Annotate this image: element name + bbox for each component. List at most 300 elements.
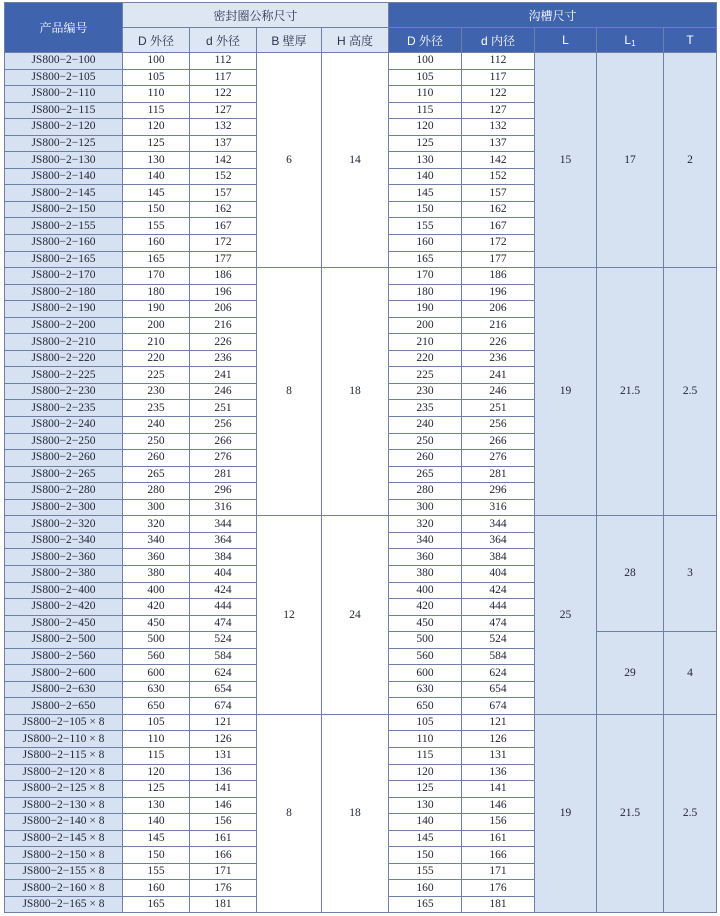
cell-seal-outer-d: 105: [123, 69, 190, 86]
header-seal-wall-b: B 壁厚: [257, 28, 322, 53]
cell-seal-outer-d: 105: [123, 714, 190, 731]
cell-groove-inner-d: 156: [462, 814, 535, 831]
cell-seal-outer-d: 265: [123, 466, 190, 483]
cell-seal-outer-d: 115: [123, 747, 190, 764]
cell-seal-outer-d: 500: [123, 632, 190, 649]
cell-groove-inner-d: 404: [462, 565, 535, 582]
cell-groove-inner-d: 281: [462, 466, 535, 483]
cell-groove-t: 4: [664, 632, 717, 715]
cell-seal-outer-d: 360: [123, 549, 190, 566]
cell-groove-inner-d: 122: [462, 86, 535, 103]
header-groove-dimensions: 沟槽尺寸: [389, 3, 717, 28]
cell-seal-height-h: 18: [322, 268, 389, 516]
cell-groove-inner-d: 474: [462, 615, 535, 632]
cell-groove-inner-d: 256: [462, 417, 535, 434]
cell-groove-inner-d: 624: [462, 665, 535, 682]
cell-groove-inner-d: 296: [462, 483, 535, 500]
cell-groove-inner-d: 344: [462, 516, 535, 533]
cell-groove-outer-d: 130: [389, 152, 462, 169]
cell-product-code: JS800−2−420: [5, 599, 123, 616]
cell-product-code: JS800−2−145: [5, 185, 123, 202]
cell-groove-t: 3: [664, 516, 717, 632]
cell-groove-inner-d: 157: [462, 185, 535, 202]
cell-product-code: JS800−2−130: [5, 152, 123, 169]
cell-groove-inner-d: 166: [462, 847, 535, 864]
cell-groove-outer-d: 240: [389, 417, 462, 434]
cell-groove-outer-d: 150: [389, 847, 462, 864]
cell-seal-outer-d: 260: [123, 450, 190, 467]
header-groove-l1-main: L: [624, 32, 632, 47]
cell-groove-inner-d: 216: [462, 317, 535, 334]
cell-seal-inner-d: 176: [190, 880, 257, 897]
cell-groove-inner-d: 161: [462, 830, 535, 847]
cell-product-code: JS800−2−110: [5, 86, 123, 103]
cell-product-code: JS800−2−280: [5, 483, 123, 500]
cell-seal-height-h: 18: [322, 714, 389, 913]
header-groove-outer-d: D 外径: [389, 28, 462, 53]
cell-seal-inner-d: 121: [190, 714, 257, 731]
cell-groove-outer-d: 105: [389, 714, 462, 731]
cell-product-code: JS800−2−300: [5, 499, 123, 516]
cell-seal-outer-d: 235: [123, 400, 190, 417]
cell-groove-outer-d: 140: [389, 814, 462, 831]
table-header: [5, 3, 717, 53]
cell-groove-l1: 21.5: [597, 268, 664, 516]
cell-groove-outer-d: 105: [389, 69, 462, 86]
cell-groove-inner-d: 251: [462, 400, 535, 417]
cell-product-code: JS800−2−650: [5, 698, 123, 715]
cell-seal-inner-d: 166: [190, 847, 257, 864]
cell-groove-outer-d: 380: [389, 565, 462, 582]
cell-seal-inner-d: 152: [190, 168, 257, 185]
cell-groove-outer-d: 235: [389, 400, 462, 417]
cell-groove-inner-d: 112: [462, 53, 535, 70]
cell-seal-outer-d: 145: [123, 185, 190, 202]
cell-product-code: JS800−2−115: [5, 102, 123, 119]
cell-groove-inner-d: 141: [462, 781, 535, 798]
cell-product-code: JS800−2−260: [5, 450, 123, 467]
cell-groove-outer-d: 160: [389, 235, 462, 252]
cell-seal-outer-d: 115: [123, 102, 190, 119]
cell-groove-outer-d: 100: [389, 53, 462, 70]
cell-product-code: JS800−2−165 × 8: [5, 896, 123, 913]
cell-seal-inner-d: 241: [190, 367, 257, 384]
cell-groove-inner-d: 196: [462, 284, 535, 301]
cell-seal-outer-d: 450: [123, 615, 190, 632]
cell-seal-inner-d: 161: [190, 830, 257, 847]
cell-groove-inner-d: 127: [462, 102, 535, 119]
cell-product-code: JS800−2−170: [5, 268, 123, 285]
cell-seal-inner-d: 316: [190, 499, 257, 516]
cell-product-code: JS800−2−360: [5, 549, 123, 566]
cell-seal-outer-d: 210: [123, 334, 190, 351]
cell-groove-outer-d: 225: [389, 367, 462, 384]
cell-groove-outer-d: 150: [389, 201, 462, 218]
cell-product-code: JS800−2−230: [5, 383, 123, 400]
cell-groove-inner-d: 146: [462, 797, 535, 814]
cell-seal-inner-d: 216: [190, 317, 257, 334]
cell-product-code: JS800−2−130 × 8: [5, 797, 123, 814]
table-row: [5, 516, 717, 533]
cell-seal-outer-d: 155: [123, 218, 190, 235]
cell-groove-inner-d: 444: [462, 599, 535, 616]
cell-product-code: JS800−2−235: [5, 400, 123, 417]
cell-seal-inner-d: 256: [190, 417, 257, 434]
cell-product-code: JS800−2−140 × 8: [5, 814, 123, 831]
cell-seal-inner-d: 624: [190, 665, 257, 682]
cell-product-code: JS800−2−225: [5, 367, 123, 384]
cell-product-code: JS800−2−125 × 8: [5, 781, 123, 798]
cell-seal-inner-d: 171: [190, 863, 257, 880]
cell-seal-inner-d: 296: [190, 483, 257, 500]
cell-seal-inner-d: 146: [190, 797, 257, 814]
cell-seal-inner-d: 344: [190, 516, 257, 533]
cell-seal-inner-d: 127: [190, 102, 257, 119]
cell-product-code: JS800−2−145 × 8: [5, 830, 123, 847]
cell-product-code: JS800−2−265: [5, 466, 123, 483]
cell-groove-l1: 21.5: [597, 714, 664, 913]
cell-groove-inner-d: 171: [462, 863, 535, 880]
cell-seal-inner-d: 424: [190, 582, 257, 599]
cell-groove-inner-d: 172: [462, 235, 535, 252]
cell-product-code: JS800−2−240: [5, 417, 123, 434]
header-seal-inner-d: d 外径: [190, 28, 257, 53]
cell-groove-outer-d: 155: [389, 863, 462, 880]
cell-seal-height-h: 14: [322, 53, 389, 268]
cell-groove-inner-d: 132: [462, 119, 535, 136]
cell-seal-inner-d: 126: [190, 731, 257, 748]
header-seal-nominal: 密封圈公称尺寸: [123, 3, 389, 28]
cell-groove-l: 19: [535, 268, 597, 516]
cell-groove-l: 19: [535, 714, 597, 913]
cell-groove-outer-d: 230: [389, 383, 462, 400]
cell-groove-outer-d: 420: [389, 599, 462, 616]
cell-groove-outer-d: 220: [389, 350, 462, 367]
cell-seal-outer-d: 140: [123, 168, 190, 185]
cell-product-code: JS800−2−155: [5, 218, 123, 235]
cell-seal-outer-d: 140: [123, 814, 190, 831]
cell-groove-inner-d: 584: [462, 648, 535, 665]
cell-seal-outer-d: 240: [123, 417, 190, 434]
cell-groove-outer-d: 110: [389, 86, 462, 103]
cell-seal-inner-d: 246: [190, 383, 257, 400]
cell-seal-outer-d: 220: [123, 350, 190, 367]
cell-seal-inner-d: 404: [190, 565, 257, 582]
cell-product-code: JS800−2−600: [5, 665, 123, 682]
cell-groove-l: 15: [535, 53, 597, 268]
cell-product-code: JS800−2−115 × 8: [5, 747, 123, 764]
cell-product-code: JS800−2−380: [5, 565, 123, 582]
cell-groove-outer-d: 260: [389, 450, 462, 467]
cell-product-code: JS800−2−110 × 8: [5, 731, 123, 748]
cell-groove-t: 2.5: [664, 268, 717, 516]
cell-groove-outer-d: 280: [389, 483, 462, 500]
cell-product-code: JS800−2−155 × 8: [5, 863, 123, 880]
cell-groove-inner-d: 131: [462, 747, 535, 764]
cell-groove-inner-d: 654: [462, 681, 535, 698]
cell-seal-inner-d: 251: [190, 400, 257, 417]
cell-seal-outer-d: 110: [123, 86, 190, 103]
cell-seal-outer-d: 190: [123, 301, 190, 318]
cell-groove-outer-d: 120: [389, 119, 462, 136]
cell-product-code: JS800−2−450: [5, 615, 123, 632]
cell-seal-inner-d: 157: [190, 185, 257, 202]
cell-seal-outer-d: 100: [123, 53, 190, 70]
cell-seal-outer-d: 600: [123, 665, 190, 682]
cell-seal-inner-d: 384: [190, 549, 257, 566]
table-row: [5, 268, 717, 285]
cell-groove-outer-d: 210: [389, 334, 462, 351]
cell-groove-t: 2.5: [664, 714, 717, 913]
cell-product-code: JS800−2−140: [5, 168, 123, 185]
cell-seal-outer-d: 130: [123, 797, 190, 814]
cell-groove-outer-d: 200: [389, 317, 462, 334]
cell-groove-outer-d: 125: [389, 135, 462, 152]
cell-product-code: JS800−2−120 × 8: [5, 764, 123, 781]
cell-seal-inner-d: 112: [190, 53, 257, 70]
cell-product-code: JS800−2−320: [5, 516, 123, 533]
cell-product-code: JS800−2−105: [5, 69, 123, 86]
cell-groove-inner-d: 206: [462, 301, 535, 318]
header-groove-l1-sub: 1: [631, 38, 636, 48]
cell-seal-outer-d: 400: [123, 582, 190, 599]
cell-groove-inner-d: 524: [462, 632, 535, 649]
cell-product-code: JS800−2−165: [5, 251, 123, 268]
cell-product-code: JS800−2−250: [5, 433, 123, 450]
header-product-code: 产品编号: [5, 3, 123, 53]
cell-seal-inner-d: 654: [190, 681, 257, 698]
cell-groove-outer-d: 145: [389, 185, 462, 202]
cell-product-code: JS800−2−560: [5, 648, 123, 665]
cell-groove-outer-d: 180: [389, 284, 462, 301]
cell-groove-inner-d: 674: [462, 698, 535, 715]
cell-product-code: JS800−2−630: [5, 681, 123, 698]
cell-seal-outer-d: 110: [123, 731, 190, 748]
cell-seal-inner-d: 162: [190, 201, 257, 218]
cell-groove-outer-d: 115: [389, 747, 462, 764]
cell-groove-t: 2: [664, 53, 717, 268]
cell-seal-inner-d: 136: [190, 764, 257, 781]
cell-groove-outer-d: 190: [389, 301, 462, 318]
cell-groove-outer-d: 265: [389, 466, 462, 483]
cell-seal-inner-d: 226: [190, 334, 257, 351]
cell-seal-outer-d: 280: [123, 483, 190, 500]
cell-seal-inner-d: 131: [190, 747, 257, 764]
cell-seal-outer-d: 630: [123, 681, 190, 698]
cell-groove-inner-d: 241: [462, 367, 535, 384]
cell-seal-outer-d: 420: [123, 599, 190, 616]
cell-seal-inner-d: 172: [190, 235, 257, 252]
cell-groove-inner-d: 186: [462, 268, 535, 285]
cell-product-code: JS800−2−220: [5, 350, 123, 367]
cell-product-code: JS800−2−190: [5, 301, 123, 318]
cell-groove-inner-d: 121: [462, 714, 535, 731]
cell-groove-inner-d: 236: [462, 350, 535, 367]
cell-seal-outer-d: 150: [123, 201, 190, 218]
cell-product-code: JS800−2−180: [5, 284, 123, 301]
cell-seal-inner-d: 177: [190, 251, 257, 268]
cell-groove-inner-d: 424: [462, 582, 535, 599]
header-groove-t: T: [664, 28, 717, 53]
cell-seal-inner-d: 474: [190, 615, 257, 632]
cell-groove-outer-d: 450: [389, 615, 462, 632]
cell-groove-outer-d: 165: [389, 896, 462, 913]
cell-seal-inner-d: 186: [190, 268, 257, 285]
header-groove-inner-d: d 内径: [462, 28, 535, 53]
cell-groove-inner-d: 176: [462, 880, 535, 897]
cell-product-code: JS800−2−340: [5, 532, 123, 549]
cell-groove-outer-d: 110: [389, 731, 462, 748]
cell-groove-outer-d: 400: [389, 582, 462, 599]
cell-seal-outer-d: 170: [123, 268, 190, 285]
cell-groove-outer-d: 170: [389, 268, 462, 285]
cell-seal-outer-d: 340: [123, 532, 190, 549]
cell-groove-outer-d: 320: [389, 516, 462, 533]
cell-seal-outer-d: 165: [123, 896, 190, 913]
cell-groove-outer-d: 300: [389, 499, 462, 516]
cell-seal-inner-d: 156: [190, 814, 257, 831]
cell-groove-inner-d: 276: [462, 450, 535, 467]
cell-groove-inner-d: 137: [462, 135, 535, 152]
cell-seal-outer-d: 650: [123, 698, 190, 715]
cell-seal-outer-d: 150: [123, 847, 190, 864]
cell-product-code: JS800−2−160 × 8: [5, 880, 123, 897]
cell-seal-outer-d: 160: [123, 880, 190, 897]
cell-groove-inner-d: 136: [462, 764, 535, 781]
cell-groove-outer-d: 360: [389, 549, 462, 566]
cell-seal-inner-d: 266: [190, 433, 257, 450]
cell-groove-inner-d: 152: [462, 168, 535, 185]
table-row: [5, 53, 717, 70]
cell-seal-inner-d: 444: [190, 599, 257, 616]
cell-seal-outer-d: 120: [123, 764, 190, 781]
cell-groove-outer-d: 165: [389, 251, 462, 268]
cell-groove-outer-d: 115: [389, 102, 462, 119]
cell-seal-outer-d: 145: [123, 830, 190, 847]
seal-spec-table: [4, 2, 717, 913]
cell-seal-outer-d: 120: [123, 119, 190, 136]
cell-seal-outer-d: 200: [123, 317, 190, 334]
cell-seal-outer-d: 155: [123, 863, 190, 880]
cell-seal-inner-d: 236: [190, 350, 257, 367]
cell-groove-outer-d: 130: [389, 797, 462, 814]
cell-product-code: JS800−2−500: [5, 632, 123, 649]
cell-product-code: JS800−2−150: [5, 201, 123, 218]
cell-seal-inner-d: 122: [190, 86, 257, 103]
cell-seal-wall-b: 8: [257, 268, 322, 516]
cell-groove-outer-d: 120: [389, 764, 462, 781]
cell-groove-inner-d: 384: [462, 549, 535, 566]
cell-seal-outer-d: 160: [123, 235, 190, 252]
cell-product-code: JS800−2−210: [5, 334, 123, 351]
cell-groove-outer-d: 140: [389, 168, 462, 185]
cell-seal-inner-d: 674: [190, 698, 257, 715]
cell-groove-outer-d: 125: [389, 781, 462, 798]
cell-seal-outer-d: 250: [123, 433, 190, 450]
header-seal-outer-d: D 外径: [123, 28, 190, 53]
cell-product-code: JS800−2−160: [5, 235, 123, 252]
cell-seal-outer-d: 300: [123, 499, 190, 516]
cell-groove-inner-d: 364: [462, 532, 535, 549]
header-groove-l1: [597, 28, 664, 53]
cell-groove-outer-d: 160: [389, 880, 462, 897]
cell-groove-inner-d: 226: [462, 334, 535, 351]
cell-groove-outer-d: 630: [389, 681, 462, 698]
cell-groove-inner-d: 126: [462, 731, 535, 748]
cell-seal-outer-d: 320: [123, 516, 190, 533]
cell-groove-l: 25: [535, 516, 597, 715]
cell-seal-outer-d: 125: [123, 135, 190, 152]
cell-groove-outer-d: 250: [389, 433, 462, 450]
cell-seal-inner-d: 196: [190, 284, 257, 301]
cell-seal-outer-d: 225: [123, 367, 190, 384]
cell-groove-inner-d: 117: [462, 69, 535, 86]
cell-seal-inner-d: 584: [190, 648, 257, 665]
cell-product-code: JS800−2−400: [5, 582, 123, 599]
cell-groove-inner-d: 162: [462, 201, 535, 218]
cell-groove-inner-d: 266: [462, 433, 535, 450]
cell-seal-inner-d: 181: [190, 896, 257, 913]
cell-seal-outer-d: 165: [123, 251, 190, 268]
cell-groove-inner-d: 167: [462, 218, 535, 235]
header-groove-l: L: [535, 28, 597, 53]
cell-seal-inner-d: 142: [190, 152, 257, 169]
cell-product-code: JS800−2−150 × 8: [5, 847, 123, 864]
cell-seal-inner-d: 276: [190, 450, 257, 467]
cell-seal-outer-d: 125: [123, 781, 190, 798]
cell-groove-l1: 29: [597, 632, 664, 715]
cell-seal-inner-d: 167: [190, 218, 257, 235]
cell-groove-outer-d: 340: [389, 532, 462, 549]
cell-seal-inner-d: 364: [190, 532, 257, 549]
cell-groove-inner-d: 246: [462, 383, 535, 400]
cell-seal-outer-d: 230: [123, 383, 190, 400]
cell-groove-outer-d: 500: [389, 632, 462, 649]
cell-seal-wall-b: 6: [257, 53, 322, 268]
cell-groove-outer-d: 650: [389, 698, 462, 715]
cell-groove-outer-d: 560: [389, 648, 462, 665]
cell-seal-inner-d: 524: [190, 632, 257, 649]
cell-product-code: JS800−2−105 × 8: [5, 714, 123, 731]
table-row: [5, 714, 717, 731]
cell-groove-inner-d: 181: [462, 896, 535, 913]
cell-groove-outer-d: 155: [389, 218, 462, 235]
cell-seal-wall-b: 8: [257, 714, 322, 913]
cell-seal-inner-d: 206: [190, 301, 257, 318]
cell-groove-l1: 28: [597, 516, 664, 632]
table-body: [5, 53, 717, 913]
cell-product-code: JS800−2−200: [5, 317, 123, 334]
cell-groove-outer-d: 145: [389, 830, 462, 847]
cell-seal-inner-d: 141: [190, 781, 257, 798]
cell-seal-height-h: 24: [322, 516, 389, 715]
cell-groove-inner-d: 316: [462, 499, 535, 516]
cell-seal-outer-d: 380: [123, 565, 190, 582]
cell-product-code: JS800−2−120: [5, 119, 123, 136]
cell-groove-outer-d: 600: [389, 665, 462, 682]
cell-groove-inner-d: 142: [462, 152, 535, 169]
cell-seal-wall-b: 12: [257, 516, 322, 715]
cell-seal-outer-d: 560: [123, 648, 190, 665]
cell-groove-l1: 17: [597, 53, 664, 268]
cell-product-code: JS800−2−125: [5, 135, 123, 152]
cell-seal-inner-d: 132: [190, 119, 257, 136]
cell-seal-outer-d: 130: [123, 152, 190, 169]
cell-seal-inner-d: 137: [190, 135, 257, 152]
cell-seal-inner-d: 117: [190, 69, 257, 86]
cell-seal-outer-d: 180: [123, 284, 190, 301]
cell-product-code: JS800−2−100: [5, 53, 123, 70]
